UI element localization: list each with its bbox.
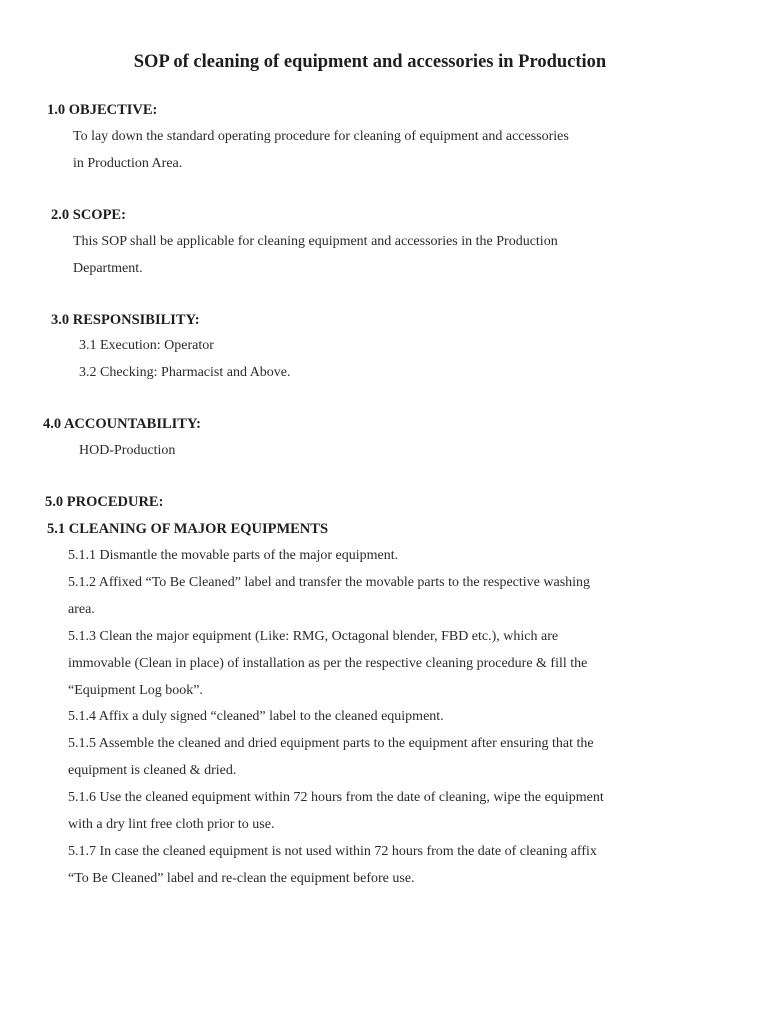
responsibility-item: 3.2 Checking: Pharmacist and Above. [79,365,291,380]
objective-text-line: To lay down the standard operating procedure for cleaning of equipment and accessories [73,129,569,144]
document-title: SOP of cleaning of equipment and accessories in Production [133,52,607,72]
procedure-line: area. [68,602,95,617]
accountability-text: HOD-Production [79,443,176,458]
procedure-subheading: 5.1 CLEANING OF MAJOR EQUIPMENTS [47,521,329,537]
procedure-line: 5.1.7 In case the cleaned equipment is not used within 72 hours from the date of cleaning affix [68,844,597,859]
scope-heading: 2.0 SCOPE: [51,207,126,223]
responsibility-heading: 3.0 RESPONSIBILITY: [51,312,200,328]
objective-text-line: in Production Area. [73,156,183,171]
procedure-line: equipment is cleaned & dried. [68,763,237,778]
procedure-line: “To Be Cleaned” label and re-clean the equipment before use. [68,871,415,886]
scope-text-line: Department. [73,261,143,276]
procedure-line: 5.1.4 Affix a duly signed “cleaned” label to the cleaned equipment. [68,709,444,724]
objective-heading: 1.0 OBJECTIVE: [47,102,158,118]
procedure-line: 5.1.6 Use the cleaned equipment within 72 hours from the date of cleaning, wipe the equipment [68,790,604,805]
procedure-line: with a dry lint free cloth prior to use. [68,817,275,832]
procedure-line: immovable (Clean in place) of installation as per the respective cleaning procedure & fill the [68,656,588,671]
procedure-line: “Equipment Log book”. [68,683,203,698]
procedure-line: 5.1.3 Clean the major equipment (Like: RMG, Octagonal blender, FBD etc.), which are [68,629,559,644]
procedure-heading: 5.0 PROCEDURE: [45,494,164,510]
scope-text-line: This SOP shall be applicable for cleaning equipment and accessories in the Production [73,234,558,249]
responsibility-item: 3.1 Execution: Operator [79,338,214,353]
accountability-heading: 4.0 ACCOUNTABILITY: [43,416,201,432]
procedure-line: 5.1.2 Affixed “To Be Cleaned” label and transfer the movable parts to the respective washing [68,575,591,590]
procedure-line: 5.1.5 Assemble the cleaned and dried equipment parts to the equipment after ensuring that the [68,736,594,751]
procedure-line: 5.1.1 Dismantle the movable parts of the major equipment. [68,548,399,563]
